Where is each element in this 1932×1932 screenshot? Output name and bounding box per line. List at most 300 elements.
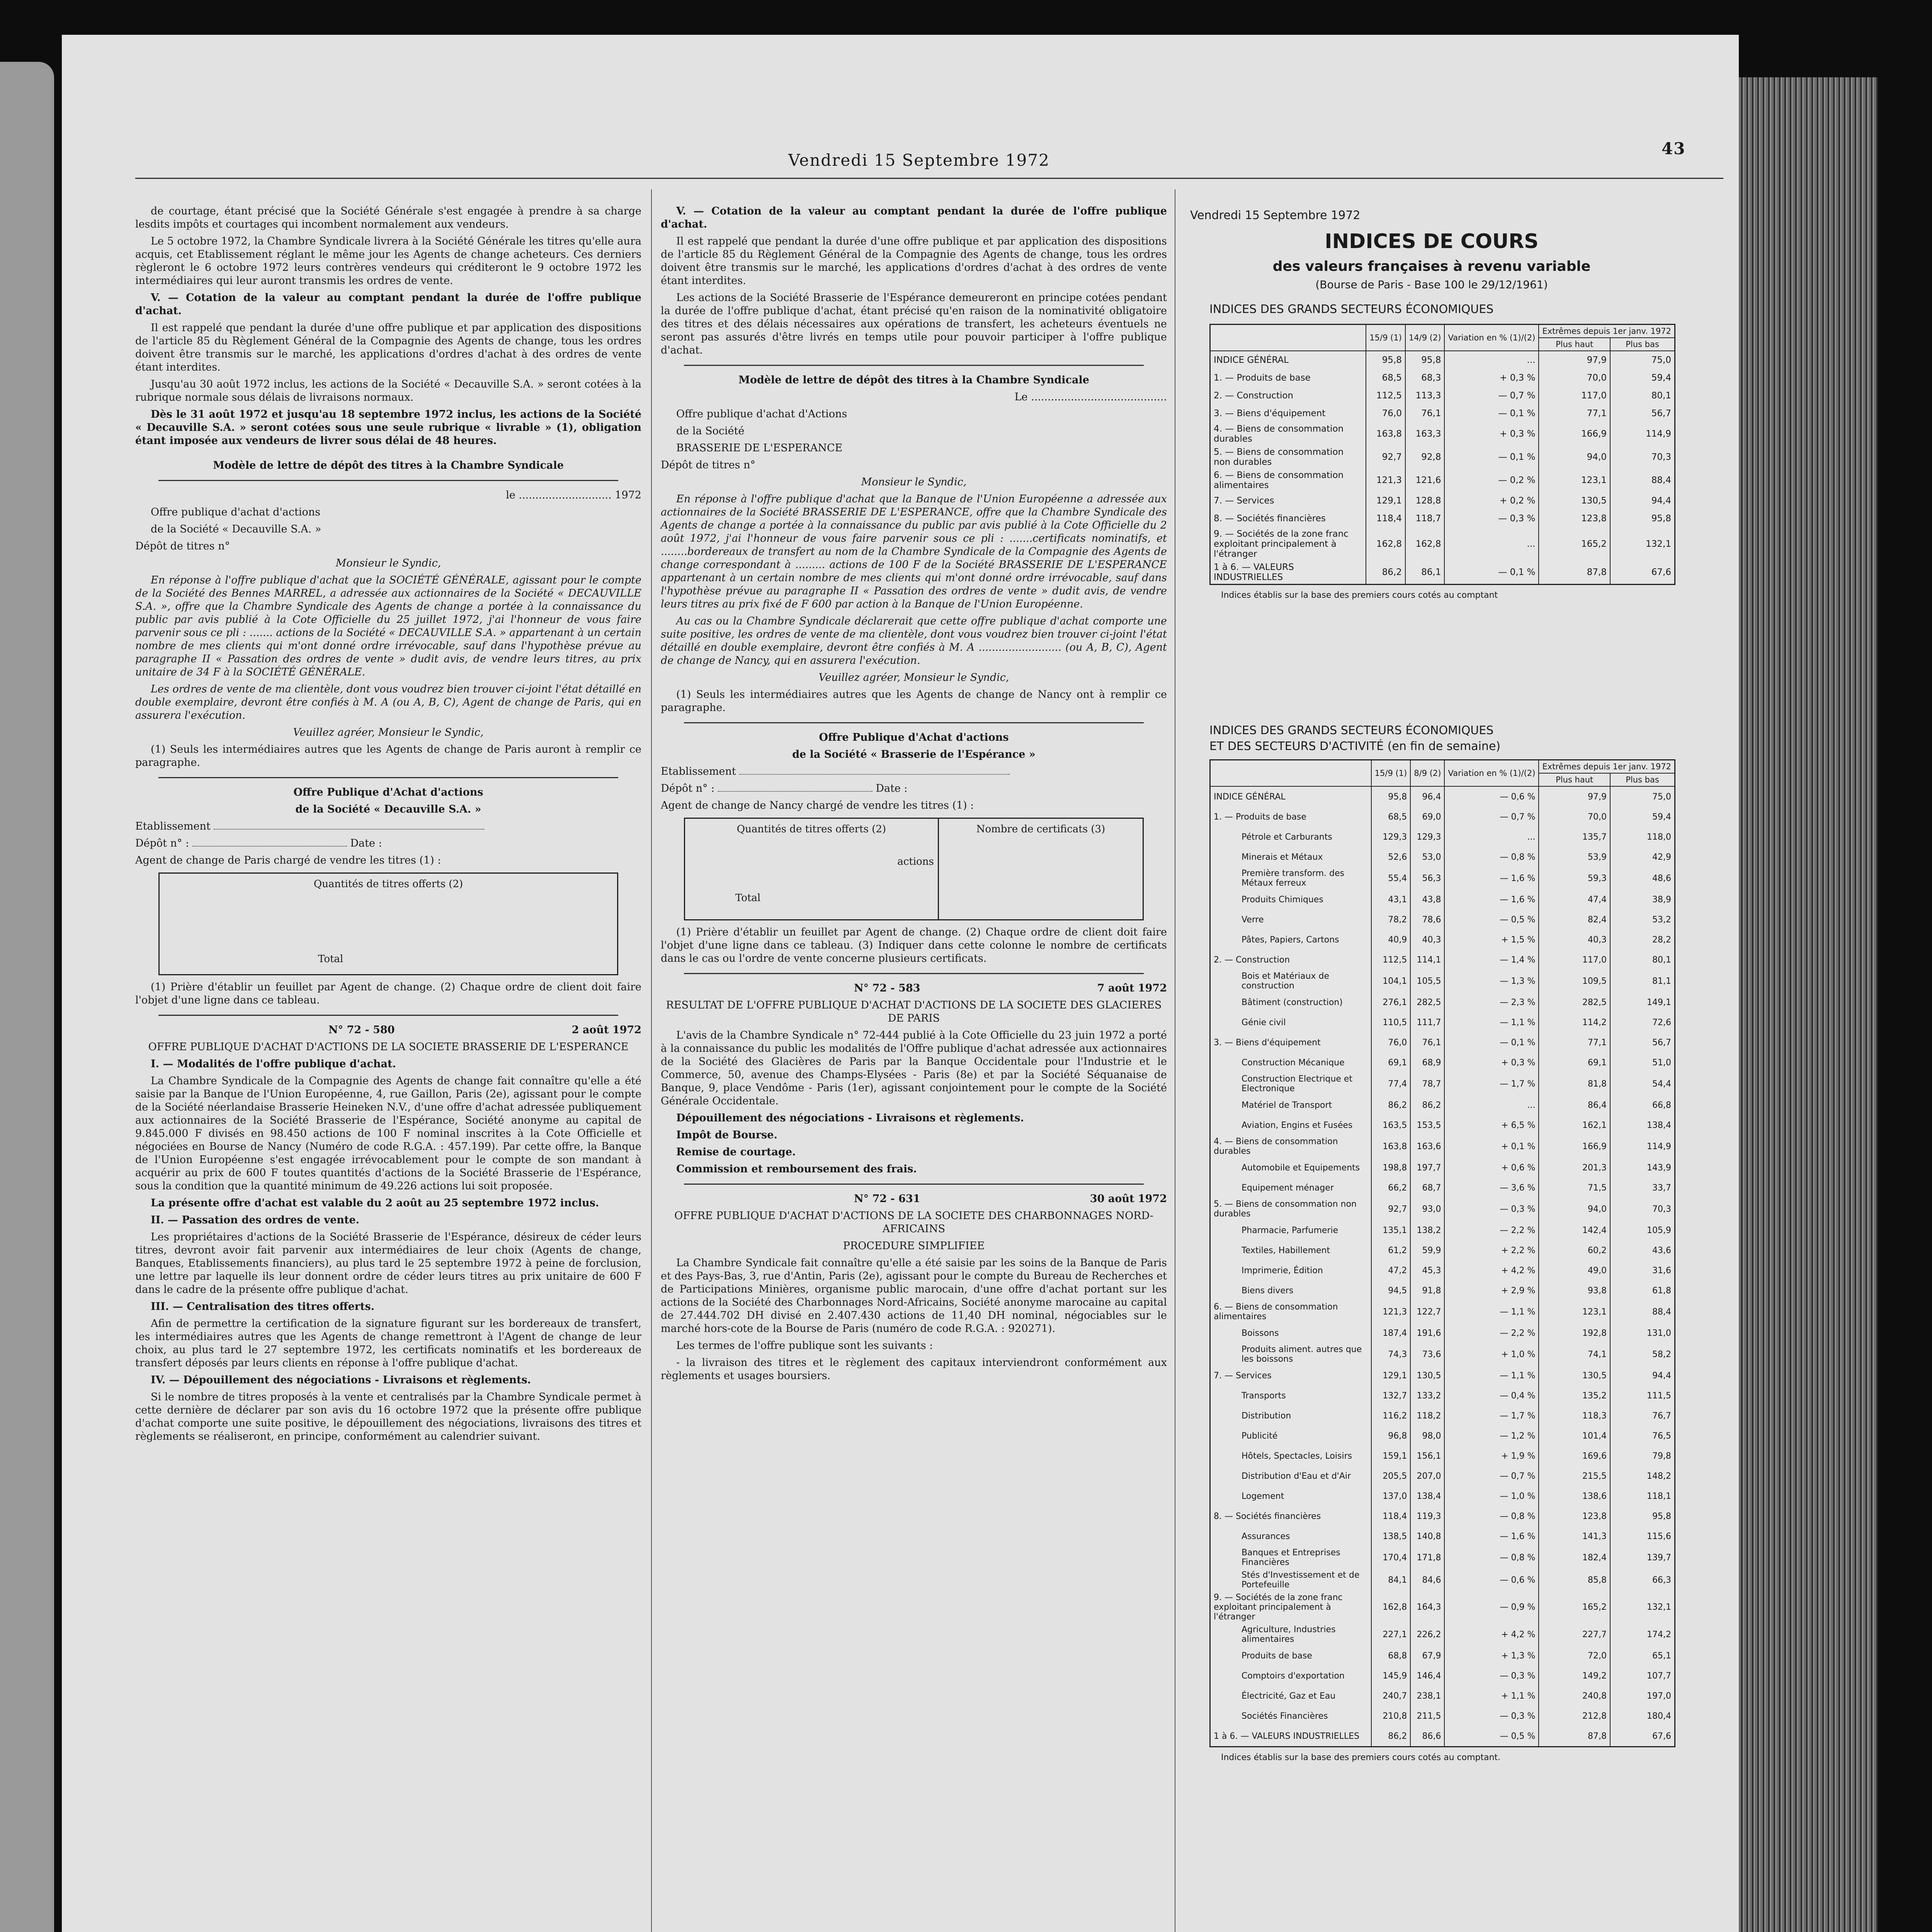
table-2-cell: 93,8 <box>1539 1281 1610 1301</box>
table-1-cell: 88,4 <box>1610 469 1674 492</box>
table-2-row-label: Assurances <box>1242 1531 1290 1541</box>
table-2-cell: 212,8 <box>1539 1706 1610 1726</box>
table-2-cell: 33,7 <box>1610 1178 1674 1198</box>
table-2-row <box>1211 910 1674 930</box>
table-2-cell: 97,9 <box>1539 786 1610 807</box>
table-2-cell: 53,2 <box>1610 910 1674 930</box>
table-2-cell: — 1,3 % <box>1444 970 1539 992</box>
notice-2-heading-2: Impôt de Bourse. <box>676 1129 777 1141</box>
table-2-cell: 109,5 <box>1539 970 1610 992</box>
table-2-row <box>1211 1426 1674 1446</box>
table-2-row-label: Construction Electrique et Electronique <box>1242 1074 1353 1094</box>
table-2-row-label: Pétrole et Carburants <box>1242 832 1332 842</box>
table-2-row-label: Minerais et Métaux <box>1242 852 1323 862</box>
form-title-2: de la Société « Decauville S.A. » <box>295 803 481 815</box>
table-2-row-label: Sociétés Financières <box>1242 1711 1328 1721</box>
table-2-row <box>1211 1135 1674 1158</box>
form-deposit-date: Dépôt n° : Date : <box>135 837 382 849</box>
table-2-row <box>1211 950 1674 970</box>
form-actions-label: actions <box>897 856 934 867</box>
section-3-heading: III. — Centralisation des titres offerts. <box>151 1301 375 1313</box>
table-2-cell: 81,1 <box>1610 970 1674 992</box>
table-2-row <box>1211 1343 1674 1366</box>
table-2-label-header <box>1211 760 1371 786</box>
notice-3-terms: Les termes de l'offre publique sont les suivants : <box>676 1340 933 1352</box>
table-2-row <box>1211 1073 1674 1095</box>
table-2-row <box>1211 1466 1674 1486</box>
table-1-cell: 70,3 <box>1610 446 1674 469</box>
table-1-cell: 129,1 <box>1366 492 1405 510</box>
table-2-col-header: Plus bas <box>1610 773 1674 786</box>
table-1-cell: 123,8 <box>1539 510 1610 527</box>
table-2-cell: 40,3 <box>1539 930 1610 950</box>
table-2-cell: 143,9 <box>1610 1158 1674 1178</box>
form-establishment: Etablissement <box>135 820 641 833</box>
section-5-heading: V. — Cotation de la valeur au comptant pendant la durée de l'offre publique d'achat. <box>135 292 641 317</box>
table-2-cell: 138,2 <box>1410 1220 1444 1240</box>
table-2-cell: — 1,7 % <box>1444 1406 1539 1426</box>
table-1-cell: 95,8 <box>1366 351 1405 369</box>
table-2-cell: 169,6 <box>1539 1446 1610 1466</box>
table-2-cell: — 2,2 % <box>1444 1220 1539 1240</box>
letter-body: En réponse à l'offre publique d'achat que la SOCIÉTÉ GÉNÉRALE, agissant pour le compte de la Société des Bennes MARREL, a adressée aux actionnaires de la Société « DECAUVILLE S.A. », offre que la Chambre Syndicale des Agents de change a portée à la connaissance du public par avis publié à la Cote Officielle du 25 juillet 1972, j'ai l'honneur de vous faire parvenir sous ce pli : ....... actions de la Société « DECAUVILLE S.A. » appartenant à un certain nombre de mes clients qui m'ont donné ordre irrévocable, sauf dans l'hypothèse prévue au paragraphe II « Passation des ordres de vente » dudit avis, de vendre leurs titres, au prix unitaire de 34 F à la SOCIÉTÉ GÉNÉRALE. <box>135 574 641 678</box>
table-2-row-label: 5. — Biens de consommation non durables <box>1214 1199 1357 1219</box>
table-2-row <box>1211 1158 1674 1178</box>
table-2-cell: + 1,9 % <box>1444 1446 1539 1466</box>
index-title: INDICES DE COURS <box>1325 230 1539 253</box>
table-2-row-label: Boissons <box>1242 1328 1279 1338</box>
table-2-row <box>1211 1486 1674 1506</box>
table-1-col-header: Plus haut <box>1539 338 1610 351</box>
table-2-cell: 238,1 <box>1410 1686 1444 1706</box>
divider <box>684 973 1144 974</box>
table-1-cell: 67,6 <box>1610 561 1674 584</box>
table-2-cell: 68,7 <box>1410 1178 1444 1198</box>
notice-2-number-line <box>661 982 1167 995</box>
middle-column <box>661 205 1167 1386</box>
notice-2-text: L'avis de la Chambre Syndicale n° 72-444 publié à la Cote Officielle du 23 juin 1972 a porté à la connaissance du public les modalités de l'Offre publique d'achat adressée aux actionnaires de la Société des Glacières de Paris par la Banque Occidentale pour l'Industrie et le Commerce, 50, avenue des Champs-Elysées - Paris (8e) et par la Société Séquanaise de Banque, 9, place Vendôme - Paris (1er), agissant conjointement pour le compte de la Société Générale Occidentale. <box>661 1029 1167 1107</box>
table-2-row <box>1211 1012 1674 1032</box>
form-col-1-header: Quantités de titres offerts (2) <box>736 823 886 835</box>
table-2-cell: 76,1 <box>1410 1032 1444 1053</box>
table-2-row-label: 4. — Biens de consommation durables <box>1214 1137 1338 1156</box>
table-2-cell: 132,7 <box>1371 1386 1411 1406</box>
table-2-cell: 45,3 <box>1410 1260 1444 1281</box>
form-box-left <box>685 819 939 919</box>
table-2-cell: 210,8 <box>1371 1706 1411 1726</box>
table-2-cell: 66,8 <box>1610 1095 1674 1115</box>
table-2-row <box>1211 992 1674 1012</box>
table-1-row-label: 1 à 6. — VALEURS INDUSTRIELLES <box>1214 562 1294 582</box>
table-2-cell: — 1,1 % <box>1444 1301 1539 1323</box>
quotation-text-2: Dès le 31 août 1972 et jusqu'au 18 septembre 1972 inclus, les actions de la Société « Decauville S.A. » seront cotées sous une seule rubrique « livrable » (1), obligation étant imposée aux vendeurs de livrer sous délai de 48 heures. <box>135 408 641 447</box>
table-2-cell: 86,6 <box>1410 1726 1444 1746</box>
table-2-cell: 207,0 <box>1410 1466 1444 1486</box>
table-2-row-label: Matériel de Transport <box>1242 1100 1332 1110</box>
form-box <box>158 872 618 975</box>
letter-closing: Veuillez agréer, Monsieur le Syndic, <box>818 672 1009 684</box>
table-2-cell: — 0,9 % <box>1444 1591 1539 1623</box>
table-2-row <box>1211 1526 1674 1546</box>
table-2-row-label: Imprimerie, Édition <box>1242 1265 1323 1276</box>
table-1-cell: 166,9 <box>1539 422 1610 446</box>
table-2-row-label: Première transform. des Métaux ferreux <box>1242 869 1344 888</box>
table-2-cell: 163,6 <box>1410 1135 1444 1158</box>
table-1-cell: 76,0 <box>1366 405 1405 422</box>
table-2-cell: — 0,7 % <box>1444 807 1539 827</box>
table-1-row-label: 7. — Services <box>1214 496 1274 506</box>
table-2-cell: 197,0 <box>1610 1686 1674 1706</box>
table-1-cell: 56,7 <box>1610 405 1674 422</box>
table-1-cell: 68,5 <box>1366 369 1405 387</box>
table-2-col-header: Plus haut <box>1539 773 1610 786</box>
table-2-cell: — 1,2 % <box>1444 1426 1539 1446</box>
table-2-cell: + 0,3 % <box>1444 1053 1539 1073</box>
table-2-cell: 205,5 <box>1371 1466 1411 1486</box>
letter-footnote: (1) Seuls les intermédiaires autres que les Agents de change de Paris auront à remplir ce paragraphe. <box>135 743 641 769</box>
table-2-cell: 87,8 <box>1539 1726 1610 1746</box>
table-2-cell: ... <box>1444 1095 1539 1115</box>
table-1-row <box>1211 422 1674 446</box>
section-4-text: Si le nombre de titres proposés à la vente et centralisés par la Chambre Syndicale permet à cette dernière de déclarer par son avis du 16 octobre 1972 que la présente offre publique d'achat comporte une suite positive, le dépouillement des négociations, livraisons des titres et règlements se réaliseront, en principe, conformément au calendrier suivant. <box>135 1391 641 1442</box>
table-2-row-label: Biens divers <box>1242 1286 1294 1296</box>
form-title-2: de la Société « Brasserie de l'Espérance » <box>792 748 1036 760</box>
table-2-cell: — 0,5 % <box>1444 910 1539 930</box>
table-2-cell: 82,4 <box>1539 910 1610 930</box>
notice-3-subtitle: PROCEDURE SIMPLIFIEE <box>843 1240 985 1252</box>
letter-body: En réponse à l'offre publique d'achat que la Banque de l'Union Européenne a adressée aux actionnaires de la Société BRASSERIE DE L'ESPERANCE, offre que la Chambre Syndicale des Agents de change a portée à la connaissance du public par avis publié à la Cote Officielle du 2 août 1972, j'ai l'honneur de vous faire parvenir sous ce pli : .......certificats nominatifs, et ........bordereaux de transfert au nom de la Chambre Syndicale de la Compagnie des Agents de change correspondant à ......... actions de 100 F de la Société BRASSERIE DE L'ESPERANCE appartenant à un certain nombre de mes clients qui m'ont donné ordre irrévocable, sauf dans l'hypothèse prévue au paragraphe II « Passation des ordres de vente » dudit avis, de vendre leurs titres au prix fixé de F 600 par action à la Banque de l'Union Européenne. <box>661 493 1167 610</box>
table-1-cell: 123,1 <box>1539 469 1610 492</box>
table-2-cell: 118,3 <box>1539 1406 1610 1426</box>
table-2-cell: 76,5 <box>1610 1426 1674 1446</box>
table-2-cell: 98,0 <box>1410 1426 1444 1446</box>
table-2-cell: 171,8 <box>1410 1546 1444 1569</box>
table-2-heading-2: ET DES SECTEURS D'ACTIVITÉ (en fin de semaine) <box>1209 740 1501 753</box>
table-2-row <box>1211 807 1674 827</box>
table-2-cell: 156,1 <box>1410 1446 1444 1466</box>
table-2-cell: 197,7 <box>1410 1158 1444 1178</box>
table-2-cell: 78,7 <box>1410 1073 1444 1095</box>
table-2-row <box>1211 1706 1674 1726</box>
table-2-cell: 94,0 <box>1539 1198 1610 1220</box>
table-2-row <box>1211 1686 1674 1706</box>
table-1-row <box>1211 351 1674 369</box>
table-2-cell: 149,2 <box>1539 1666 1610 1686</box>
table-1-cell: 97,9 <box>1539 351 1610 369</box>
table-2-cell: + 4,2 % <box>1444 1623 1539 1646</box>
table-2-cell: 170,4 <box>1371 1546 1411 1569</box>
table-1-cell: 68,3 <box>1405 369 1445 387</box>
table-2-cell: + 6,5 % <box>1444 1115 1539 1135</box>
table-2-cell: + 4,2 % <box>1444 1260 1539 1281</box>
letter-greeting: Monsieur le Syndic, <box>861 476 967 488</box>
table-2-cell: 86,4 <box>1539 1095 1610 1115</box>
table-1-cell: 92,7 <box>1366 446 1405 469</box>
table-2-row-label: Logement <box>1242 1491 1284 1501</box>
divider <box>158 1015 618 1016</box>
table-1-cell: 70,0 <box>1539 369 1610 387</box>
table-2-cell: 86,2 <box>1410 1095 1444 1115</box>
notice-2-heading-1: Dépouillement des négociations - Livraisons et règlements. <box>676 1112 1024 1124</box>
table-2-row-label: Bois et Matériaux de construction <box>1242 971 1329 991</box>
table-2-row <box>1211 1095 1674 1115</box>
table-1-col-header: 15/9 (1) <box>1366 325 1405 351</box>
table-2-row <box>1211 1646 1674 1666</box>
quotation-text-1: Jusqu'au 30 août 1972 inclus, les actions de la Société « Decauville S.A. » seront cotées à la rubrique normale sous délais de livraisons normaux. <box>135 378 641 403</box>
table-2-row-label: 2. — Construction <box>1214 955 1290 965</box>
table-2-row <box>1211 847 1674 867</box>
divider <box>158 777 618 778</box>
table-2-cell: 135,2 <box>1539 1386 1610 1406</box>
table-2-cell: — 0,3 % <box>1444 1706 1539 1726</box>
table-2-cell: + 2,9 % <box>1444 1281 1539 1301</box>
notice-2-title: RESULTAT DE L'OFFRE PUBLIQUE D'ACHAT D'ACTIONS DE LA SOCIETE DES GLACIERES DE PARIS <box>666 999 1162 1024</box>
table-1-cell: + 0,2 % <box>1444 492 1539 510</box>
section-5-heading: V. — Cotation de la valeur au comptant pendant la durée de l'offre publique d'achat. <box>661 205 1167 230</box>
table-2-cell: — 0,7 % <box>1444 1466 1539 1486</box>
table-2-cell: 130,5 <box>1410 1366 1444 1386</box>
table-2-cell: — 1,1 % <box>1444 1366 1539 1386</box>
table-2-cell: 135,7 <box>1539 827 1610 847</box>
table-2-cell: 123,1 <box>1539 1301 1610 1323</box>
table-2-cell: 111,5 <box>1610 1386 1674 1406</box>
table-2-row <box>1211 1546 1674 1569</box>
table-2-cell: 73,6 <box>1410 1343 1444 1366</box>
table-2-cell: 31,6 <box>1610 1260 1674 1281</box>
table-2-cell: 78,2 <box>1371 910 1411 930</box>
table-1-row-label: 1. — Produits de base <box>1214 373 1311 383</box>
table-1-row-label: 4. — Biens de consommation durables <box>1214 424 1344 444</box>
table-1-cell: 121,6 <box>1405 469 1445 492</box>
table-1-heading: INDICES DES GRANDS SECTEURS ÉCONOMIQUES <box>1209 303 1494 316</box>
letter-offer-line: Offre publique d'achat d'Actions <box>676 408 847 420</box>
table-2-row <box>1211 1178 1674 1198</box>
letter-deposit-line: Dépôt de titres n° <box>135 540 230 552</box>
table-2-cell: 129,1 <box>1371 1366 1411 1386</box>
table-2-cell: — 0,6 % <box>1444 1569 1539 1591</box>
table-2-cell: 96,4 <box>1410 786 1444 807</box>
table-2-row <box>1211 1446 1674 1466</box>
table-2-cell: 141,3 <box>1539 1526 1610 1546</box>
offer-validity: La présente offre d'achat est valable du 2 août au 25 septembre 1972 inclus. <box>151 1197 599 1209</box>
index-date: Vendredi 15 Septembre 1972 <box>1190 209 1361 222</box>
table-2-cell: 105,9 <box>1610 1220 1674 1240</box>
table-2-cell: + 0,1 % <box>1444 1135 1539 1158</box>
form-agent: Agent de change de Nancy chargé de vendre les titres (1) : <box>661 799 974 811</box>
table-2-cell: 240,7 <box>1371 1686 1411 1706</box>
table-1-cell: 130,5 <box>1539 492 1610 510</box>
table-2-cell: 59,3 <box>1539 867 1610 889</box>
letter-closing: Veuillez agréer, Monsieur le Syndic, <box>293 726 484 738</box>
table-1-cell: ... <box>1444 527 1539 561</box>
table-2-row <box>1211 1506 1674 1526</box>
table-2-row-label: Produits aliment. autres que les boissons <box>1242 1345 1362 1364</box>
table-2-cell: 56,7 <box>1610 1032 1674 1053</box>
form-box-header: Quantités de titres offerts (2) <box>313 878 463 890</box>
table-2-cell: 43,8 <box>1410 889 1444 910</box>
letter-company-line: de la Société « Decauville S.A. » <box>151 523 321 535</box>
table-2-row-label: Automobile et Equipements <box>1242 1163 1360 1173</box>
table-1-label-header <box>1211 325 1366 351</box>
table-1-cell: 165,2 <box>1539 527 1610 561</box>
table-2-cell: 282,5 <box>1410 992 1444 1012</box>
table-1 <box>1209 324 1675 585</box>
table-2-row-label: 8. — Sociétés financières <box>1214 1511 1321 1521</box>
table-2-cell: 187,4 <box>1371 1323 1411 1343</box>
table-2-row <box>1211 1240 1674 1260</box>
table-2-cell: ... <box>1444 827 1539 847</box>
table-2-cell: 91,8 <box>1410 1281 1444 1301</box>
table-2-cell: 118,2 <box>1410 1406 1444 1426</box>
table-2-row <box>1211 1406 1674 1426</box>
form-notes: (1) Prière d'établir un feuillet par Agent de change. (2) Chaque ordre de client doit faire l'objet d'une ligne dans ce tableau. (3) Indiquer dans cette colonne le nombre de certificats dans le cas ou l'ordre de vente concerne plusieurs certificats. <box>661 926 1167 964</box>
table-2-cell: 130,5 <box>1539 1366 1610 1386</box>
table-2-row-label: Verre <box>1242 915 1264 925</box>
right-column <box>1151 209 1712 1762</box>
table-2-row-label: Hôtels, Spectacles, Loisirs <box>1242 1451 1352 1461</box>
table-2-cell: 81,8 <box>1539 1073 1610 1095</box>
notice-3-date: 30 août 1972 <box>1090 1193 1167 1205</box>
table-1-extremes-header: Extrêmes depuis 1er janv. 1972 <box>1539 325 1674 338</box>
notice-3-title: OFFRE PUBLIQUE D'ACHAT D'ACTIONS DE LA SOCIETE DES CHARBONNAGES NORD-AFRICAINS <box>674 1210 1153 1235</box>
table-2-row <box>1211 1366 1674 1386</box>
table-2-cell: 93,0 <box>1410 1198 1444 1220</box>
table-2-extremes-header: Extrêmes depuis 1er janv. 1972 <box>1539 760 1674 773</box>
table-2-cell: 201,3 <box>1539 1158 1610 1178</box>
table-2-row-label: INDICE GÉNÉRAL <box>1214 792 1286 802</box>
table-2-cell: 60,2 <box>1539 1240 1610 1260</box>
divider <box>158 480 618 481</box>
notice-2-number: N° 72 - 583 <box>854 982 920 994</box>
table-2-cell: 66,3 <box>1610 1569 1674 1591</box>
table-2-cell: — 0,5 % <box>1444 1726 1539 1746</box>
table-2-cell: — 1,6 % <box>1444 1526 1539 1546</box>
section-4-heading: IV. — Dépouillement des négociations - Livraisons et règlements. <box>151 1374 531 1386</box>
table-1-row-label: 9. — Sociétés de la zone franc exploitant principalement à l'étranger <box>1214 529 1349 559</box>
table-2-cell: 118,4 <box>1371 1506 1411 1526</box>
table-2-cell: — 0,1 % <box>1444 1032 1539 1053</box>
table-2-cell: 59,9 <box>1410 1240 1444 1260</box>
page-number: 43 <box>1662 139 1686 158</box>
notice-2-heading-3: Remise de courtage. <box>676 1146 796 1158</box>
table-2-row-label: 7. — Services <box>1214 1371 1272 1381</box>
table-2-cell: — 0,8 % <box>1444 1546 1539 1569</box>
table-2-row-label: Publicité <box>1242 1431 1278 1441</box>
table-2-cell: 226,2 <box>1410 1623 1444 1646</box>
table-2-cell: 149,1 <box>1610 992 1674 1012</box>
table-2-cell: 54,4 <box>1610 1073 1674 1095</box>
divider <box>684 722 1144 723</box>
table-2-cell: 163,8 <box>1371 1135 1411 1158</box>
table-2-heading-1: INDICES DES GRANDS SECTEURS ÉCONOMIQUES <box>1209 724 1494 737</box>
table-2-cell: 111,7 <box>1410 1012 1444 1032</box>
table-2-cell: 138,4 <box>1410 1486 1444 1506</box>
table-2-cell: 198,8 <box>1371 1158 1411 1178</box>
table-2-row-label: Pharmacie, Parfumerie <box>1242 1225 1338 1235</box>
table-2-row-label: Produits Chimiques <box>1242 895 1323 905</box>
table-2-cell: 76,0 <box>1371 1032 1411 1053</box>
table-2-cell: 129,3 <box>1371 827 1411 847</box>
table-2-cell: — 0,3 % <box>1444 1198 1539 1220</box>
table-2-cell: 68,8 <box>1371 1646 1411 1666</box>
table-2-row-label: Distribution <box>1242 1411 1291 1421</box>
table-2-cell: — 0,4 % <box>1444 1386 1539 1406</box>
table-1-cell: 80,1 <box>1610 387 1674 405</box>
table-2-cell: 53,9 <box>1539 847 1610 867</box>
table-2-row <box>1211 786 1674 807</box>
letter-company-line-1: de la Société <box>676 425 745 437</box>
table-2-cell: 95,8 <box>1371 786 1411 807</box>
section-5-text: Il est rappelé que pendant la durée d'une offre publique et par application des dispositions de l'article 85 du Règlement Général de la Compagnie des Agents de change, tous les ordres doivent être transmis sur le marché, les applications d'ordres d'achat à des ordres de vente étant interdites. <box>135 322 641 373</box>
divider <box>684 365 1144 366</box>
table-2-cell: 227,1 <box>1371 1623 1411 1646</box>
form-box-total: Total <box>318 953 344 965</box>
table-1-row-label: 3. — Biens d'équipement <box>1214 408 1326 418</box>
table-1-cell: 112,5 <box>1366 387 1405 405</box>
table-2-cell: 72,6 <box>1610 1012 1674 1032</box>
table-2-cell: 145,9 <box>1371 1666 1411 1686</box>
table-1-cell: 94,0 <box>1539 446 1610 469</box>
table-2-cell: + 1,1 % <box>1444 1686 1539 1706</box>
table-2-row <box>1211 1666 1674 1686</box>
table-2-cell: 115,6 <box>1610 1526 1674 1546</box>
table-2-row <box>1211 1569 1674 1591</box>
table-2-row <box>1211 827 1674 847</box>
notice-3-number-line <box>661 1192 1167 1206</box>
table-2-cell: 85,8 <box>1539 1569 1610 1591</box>
table-2-cell: 129,3 <box>1410 827 1444 847</box>
table-2-cell: 69,1 <box>1371 1053 1411 1073</box>
table-2-row-label: Aviation, Engins et Fusées <box>1242 1120 1353 1130</box>
table-2-cell: 51,0 <box>1610 1053 1674 1073</box>
table-2-cell: 163,5 <box>1371 1115 1411 1135</box>
table-1-cell: 95,8 <box>1405 351 1445 369</box>
table-2-cell: 61,2 <box>1371 1240 1411 1260</box>
table-2-cell: 65,1 <box>1610 1646 1674 1666</box>
table-2 <box>1209 759 1675 1747</box>
table-2-cell: 38,9 <box>1610 889 1674 910</box>
table-2-cell: — 1,0 % <box>1444 1486 1539 1506</box>
table-2-cell: 174,2 <box>1610 1623 1674 1646</box>
table-2-cell: 240,8 <box>1539 1686 1610 1706</box>
form-title-1: Offre Publique d'Achat d'actions <box>819 731 1009 743</box>
table-2-cell: 78,6 <box>1410 910 1444 930</box>
table-1-cell: 121,3 <box>1366 469 1405 492</box>
table-1-row <box>1211 387 1674 405</box>
table-2-cell: 142,4 <box>1539 1220 1610 1240</box>
table-2-cell: — 1,4 % <box>1444 950 1539 970</box>
letter-deposit-line: Dépôt de titres n° <box>661 459 755 471</box>
table-2-row <box>1211 970 1674 992</box>
table-2-cell: — 0,3 % <box>1444 1666 1539 1686</box>
table-2-row-label: Construction Mécanique <box>1242 1058 1345 1068</box>
table-2-col-header: Variation en % (1)/(2) <box>1444 760 1539 786</box>
table-2-cell: 112,5 <box>1371 950 1411 970</box>
section-2-heading: II. — Passation des ordres de vente. <box>151 1214 359 1226</box>
table-2-cell: + 1,3 % <box>1444 1646 1539 1666</box>
table-2-cell: 69,0 <box>1410 807 1444 827</box>
table-2-cell: 104,1 <box>1371 970 1411 992</box>
table-2-cell: 68,5 <box>1371 807 1411 827</box>
table-2-cell: + 2,2 % <box>1444 1240 1539 1260</box>
facing-page-edge <box>0 62 54 1932</box>
table-1-row <box>1211 527 1674 561</box>
letter-note: Au cas ou la Chambre Syndicale déclarerait que cette offre publique d'achat comporte une suite positive, les ordres de vente de ma clientèle, dont vous voudrez bien trouver ci-joint l'état détaillé en double exemplaire, devront être confiés à M. A ......................... (ou A, B, C), Agent de change de Nancy, qui en assurera l'exécution. <box>661 615 1167 667</box>
section-3-text: Afin de permettre la certification de la signature figurant sur les bordereaux de transfert, les intermédiaires autres que les Agents de change remettront à l'Agent de change de leur choix, au plus tard le 27 septembre 1972, les certificats nominatifs et les bordereaux de transfert déposés par leurs clients en réponse à l'offre publique d'achat. <box>135 1318 641 1369</box>
section-2-text: Les propriétaires d'actions de la Société Brasserie de l'Espérance, désireux de céder leurs titres, devront avoir fait parvenir aux intermédiaires de leur choix (Agents de change, Banques, Etablissements financiers), au plus tard le 25 septembre 1972 à peine de forclusion, une lettre par laquelle ils leur donnent ordre de céder leurs titres au prix unitaire de 600 F dans le cadre de la présente offre publique d'achat. <box>135 1231 641 1296</box>
letter-note: Les ordres de vente de ma clientèle, dont vous voudrez bien trouver ci-joint l'état détaillé en double exemplaire, devront être confiés à M. A (ou A, B, C), Agent de change de Paris, qui en assurera l'exécution. <box>135 683 641 721</box>
table-2-cell: 116,2 <box>1371 1406 1411 1426</box>
